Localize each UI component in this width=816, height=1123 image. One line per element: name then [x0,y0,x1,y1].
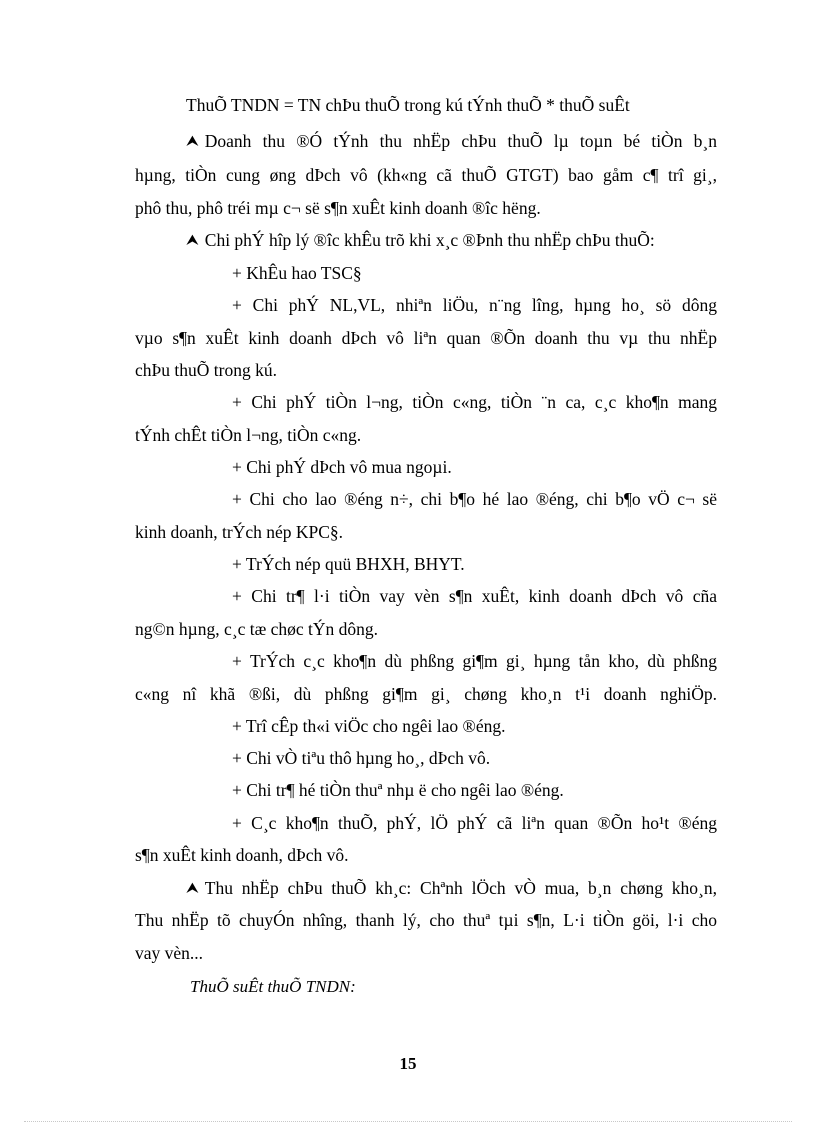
paragraph-line: vµo s¶n xuÊt kinh doanh dÞch vô liªn quan ®Õn doanh thu vµ thu nhËp [135,328,717,348]
paragraph-line: tÝnh chÊt tiÒn l¬ng, tiÒn c«ng. [135,425,362,445]
page-number: 15 [399,1054,417,1073]
list-item: + Chi tr¶ l·i tiÒn vay vèn s¶n xuÊt, kinh doanh dÞch vô cña [232,586,717,606]
paragraph-line: ⮝ Doanh thu ®Ó tÝnh thu nhËp chÞu thuÕ lµ toµn bé tiÒn b¸n [186,131,717,151]
bullet-icon: ⮝ [186,233,199,249]
list-item: + Chi tr¶ hé tiÒn thuª nhµ ë cho ngêi lao ®éng. [232,780,564,800]
page-divider [24,1121,792,1122]
list-item: + TrÝch c¸c kho¶n dù phßng gi¶m gi¸ hµng tån kho, dù phßng [232,651,717,671]
paragraph-line: phô thu, phô tréi mµ c¬ së s¶n xuÊt kinh doanh ®îc hëng. [135,198,541,218]
list-item: + Chi phÝ tiÒn l¬ng, tiÒn c«ng, tiÒn ¨n ca, c¸c kho¶n mang [232,392,717,412]
paragraph-line: ng©n hµng, c¸c tæ chøc tÝn dông. [135,619,379,639]
list-item: + Chi cho lao ®éng n÷, chi b¶o hé lao ®éng, chi b¶o vÖ c¬ së [232,489,717,509]
paragraph-line: hµng, tiÒn cung øng dÞch vô (kh«ng cã thuÕ GTGT) bao gåm c¶ trî gi¸, [135,165,717,185]
paragraph-line: c«ng nî khã ®ßi, dù phßng gi¶m gi¸ chøng kho¸n t¹i doanh nghiÖp. [135,684,717,704]
list-item: + C¸c kho¶n thuÕ, phÝ, lÖ phÝ cã liªn quan ®Õn ho¹t ®éng [232,813,717,833]
paragraph-line: chÞu thuÕ trong kú. [135,360,277,380]
paragraph-line: ⮝ Chi phÝ hîp lý ®îc khÊu trõ khi x¸c ®Þnh thu nhËp chÞu thuÕ: [186,230,655,250]
paragraph-line: kinh doanh, trÝch nép KPC§. [135,522,344,542]
list-item: + TrÝch nép quü BHXH, BHYT. [232,554,465,574]
formula-line: ThuÕ TNDN = TN chÞu thuÕ trong kú tÝnh thuÕ * thuÕ suÊt [186,95,630,115]
list-item: + KhÊu hao TSC§ [232,263,362,283]
paragraph-line: Thu nhËp tõ chuyÓn nhîng, thanh lý, cho thuª tµi s¶n, L·i tiÒn göi, l·i cho [135,910,717,930]
list-item: + Chi phÝ NL,VL, nhiªn liÖu, n¨ng lîng, hµng ho¸ sö dông [232,295,717,315]
list-item: + Chi phÝ dÞch vô mua ngoµi. [232,457,452,477]
paragraph-line: ⮝ Thu nhËp chÞu thuÕ kh¸c: Chªnh lÖch vÒ mua, b¸n chøng kho¸n, [186,878,717,898]
list-item: + Chi vÒ tiªu thô hµng ho¸, dÞch vô. [232,748,491,768]
bullet-icon: ⮝ [186,881,199,897]
list-item: + Trî cÊp th«i viÖc cho ngêi lao ®éng. [232,716,506,736]
paragraph-line: s¶n xuÊt kinh doanh, dÞch vô. [135,845,349,865]
paragraph-line: vay vèn... [135,943,204,963]
bullet-icon: ⮝ [186,134,199,150]
section-heading: ThuÕ suÊt thuÕ TNDN: [190,977,356,996]
